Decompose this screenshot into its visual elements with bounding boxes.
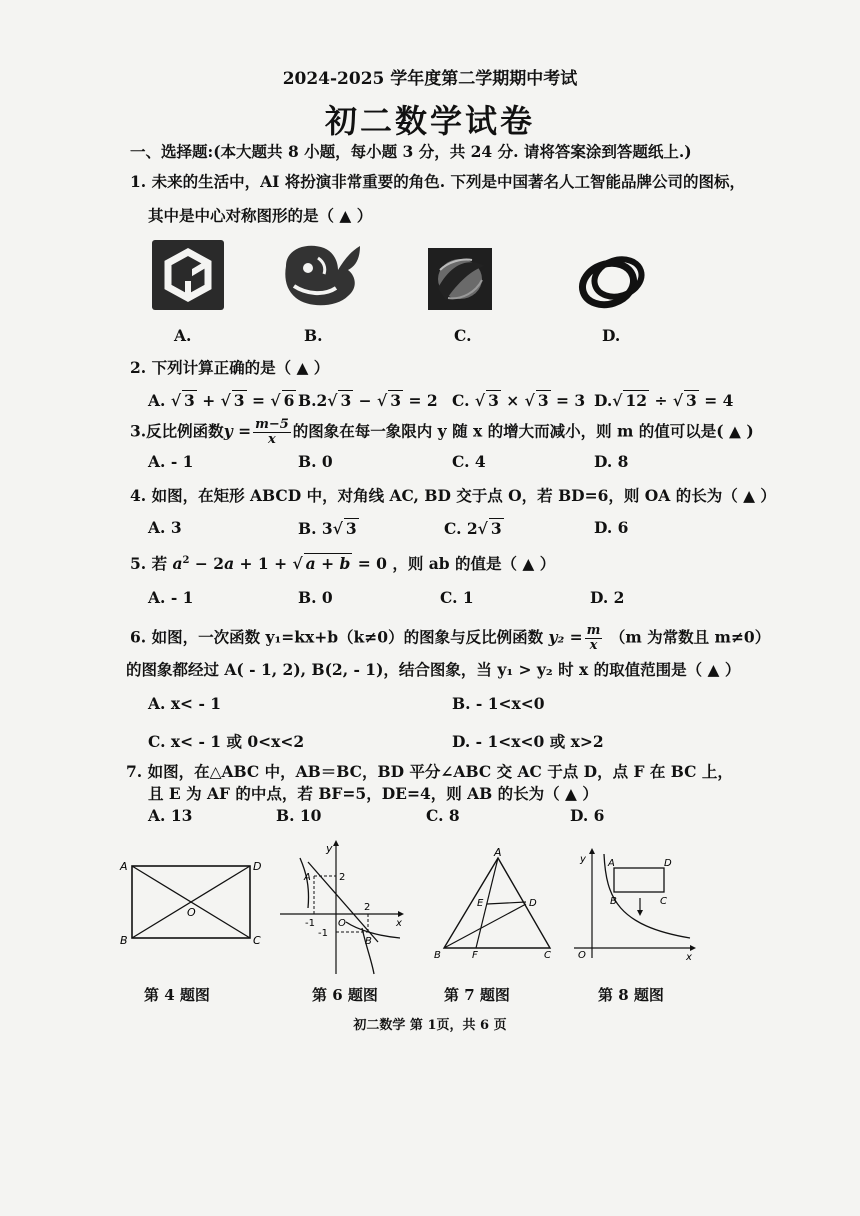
q4-option-a: A. 3: [148, 518, 182, 537]
q6-frac-den: x: [589, 638, 598, 653]
q3-option-b: B. 0: [298, 452, 333, 471]
q6-y2-eq: y₂ =: [548, 627, 583, 647]
q6-line1-prefix: 6. 如图，一次函数 y₁=kx+b（k≠0）的图象与反比例函数: [130, 627, 544, 647]
fig8-label-y: y: [580, 854, 586, 865]
fig6-label-o: O: [338, 918, 346, 929]
q1-label-c: C.: [454, 326, 472, 345]
q5-suffix: ，则 ab 的值是（ ▲ ）: [392, 554, 556, 573]
fig8-label-x: x: [686, 952, 692, 963]
q4-option-d: D. 6: [594, 518, 629, 537]
q1-label-d: D.: [602, 326, 621, 345]
q5-option-d: D. 2: [590, 588, 625, 607]
q3-option-c: C. 4: [452, 452, 486, 471]
q7-option-c: C. 8: [426, 806, 460, 825]
fig7-label-e: E: [477, 898, 484, 909]
q7-option-b: B. 10: [276, 806, 322, 825]
q6-frac-num: m: [586, 623, 601, 638]
fig6-label-y: y: [326, 842, 333, 855]
exam-subtitle: 2024-2025 学年度第二学期期中考试: [282, 69, 578, 89]
q1-label-a: A.: [174, 326, 192, 345]
figure-7: [430, 844, 560, 962]
fig4-label-d: D: [253, 860, 262, 873]
fig4-caption: 第 4 题图: [144, 986, 210, 1004]
q4-option-b: B. 3√ 3: [298, 519, 357, 538]
q2-d-tail: = 4: [698, 391, 734, 410]
whale-logo-icon: [278, 236, 366, 312]
fig6-label-a: A: [304, 872, 311, 883]
q2-b-label: B.: [298, 391, 317, 410]
q3-frac-num: m−5: [255, 417, 289, 432]
q2-option-b: B.2√ 3 − √ 3 = 2: [298, 391, 438, 410]
fig6-caption: 第 6 题图: [312, 986, 378, 1004]
q6-line1-suffix: （m 为常数且 m≠0）: [609, 627, 771, 647]
q7-line2: 且 E 为 AF 的中点，若 BF=5，DE=4，则 AB 的长为（ ▲ ）: [148, 784, 598, 803]
q2-d-label: D.: [594, 391, 613, 410]
fig8-rectangle: [614, 868, 664, 892]
fig4-label-b: B: [120, 934, 128, 947]
q3-suffix: 的图象在每一象限内 y 随 x 的增大而减小，则 m 的值可以是( ▲ ): [292, 421, 754, 441]
ring-logo-icon: [574, 250, 650, 312]
q3-option-d: D. 8: [594, 452, 629, 471]
q5-stem: 5. 若 $a^2 - 2a + 1$ + √ a + b = 0 ，则 ab 的值是（ ▲ ）: [130, 554, 556, 573]
q2-b-tail: = 2: [403, 391, 438, 410]
q3-fraction: [253, 418, 291, 447]
q2-a-tail: =: [246, 391, 271, 410]
q4-c-label: C. 2: [444, 519, 478, 538]
q2-c-label: C.: [452, 391, 470, 410]
q4-b-label: B. 3: [298, 519, 333, 538]
q2-option-a: A. √ 3 + √ 3 = √ 6: [148, 391, 295, 410]
fig7-label-a: A: [494, 846, 502, 859]
q7-option-d: D. 6: [570, 806, 605, 825]
q5-option-c: C. 1: [440, 588, 474, 607]
fig6-label-x: x: [396, 918, 402, 929]
q2-option-d: D.√ 12 ÷ √ 3 = 4: [594, 391, 734, 410]
q6-option-c: C. x< - 1 或 0<x<2: [148, 732, 305, 751]
fig6-label-2x: 2: [364, 902, 371, 913]
fig6-label-neg1x: -1: [305, 918, 315, 929]
q4-stem: 4. 如图，在矩形 ABCD 中，对角线 AC, BD 交于点 O，若 BD=6，则 OA 的长为（ ▲ ）: [130, 486, 776, 505]
fig8-hyperbola: [604, 854, 690, 938]
q1-line1: 1. 未来的生活中，AI 将扮演非常重要的角色. 下列是中国著名人工智能品牌公司的图标，: [130, 172, 746, 191]
fig8-label-b: B: [610, 896, 617, 907]
q1-label-b: B.: [304, 326, 323, 345]
fig7-label-b: B: [434, 950, 441, 961]
q6-option-a: A. x< - 1: [148, 694, 222, 713]
fig8-label-a: A: [608, 858, 615, 869]
section-heading: 一、选择题:(本大题共 8 小题，每小题 3 分，共 24 分. 请将答案涂到答题纸上.): [130, 142, 692, 161]
q6-line2: 的图象都经过 A( - 1, 2), B(2, - 1)，结合图象，当 y₁ > y₂ 时 x 的取值范围是（ ▲ ）: [126, 660, 741, 679]
fig8-label-d: D: [664, 858, 672, 869]
figure-8: [568, 846, 698, 966]
fig4-label-a: A: [120, 860, 128, 873]
q3-y-eq: y =: [223, 421, 252, 441]
q5-option-b: B. 0: [298, 588, 333, 607]
q7-option-a: A. 13: [148, 806, 193, 825]
q7-line1: 7. 如图，在△ABC 中，AB＝BC，BD 平分∠ABC 交 AC 于点 D，点 F 在 BC 上，: [126, 762, 733, 781]
fig8-label-o: O: [578, 950, 586, 961]
cube-logo-icon: [152, 240, 224, 310]
fig7-caption: 第 7 题图: [444, 986, 510, 1004]
q1-line2: 其中是中心对称图形的是（ ▲ ）: [148, 206, 373, 225]
q5-prefix: 5. 若: [130, 554, 168, 573]
fig7-label-d: D: [529, 898, 537, 909]
q5-option-a: A. - 1: [148, 588, 194, 607]
q2-option-c: C. √ 3 × √ 3 = 3: [452, 391, 586, 410]
exam-title: 初二数学试卷: [324, 102, 535, 140]
swirl-logo-icon: [428, 248, 492, 310]
q3-stem: [130, 418, 754, 447]
q3-frac-den: x: [268, 432, 276, 447]
fig7-label-c: C: [544, 950, 551, 961]
fig8-label-c: C: [660, 896, 667, 907]
q6-option-b: B. - 1<x<0: [452, 694, 545, 713]
fig4-label-c: C: [253, 934, 261, 947]
figure-4: [116, 852, 266, 952]
q6-fraction: [585, 624, 603, 653]
q3-prefix: 3.反比例函数: [130, 421, 224, 441]
q4-option-c: C. 2√ 3: [444, 519, 502, 538]
fig7-segment-ed: [487, 902, 526, 904]
fig6-label-neg1y: -1: [318, 928, 328, 939]
q3-option-a: A. - 1: [148, 452, 194, 471]
fig6-hyperbola-left: [300, 858, 309, 908]
q2-a-label: A.: [148, 391, 166, 410]
fig4-label-o: O: [187, 906, 196, 919]
q6-line1: [130, 624, 770, 653]
q6-option-d: D. - 1<x<0 或 x>2: [452, 732, 604, 751]
fig7-label-f: F: [472, 950, 478, 961]
page-footer: 初二数学 第 1页，共 6 页: [353, 1018, 507, 1033]
q2-stem: 2. 下列计算正确的是（ ▲ ）: [130, 358, 330, 377]
fig8-caption: 第 8 题图: [598, 986, 664, 1004]
figure-6: [278, 838, 408, 978]
fig6-label-b: B: [365, 936, 372, 947]
fig6-label-2y: 2: [339, 872, 346, 883]
q2-c-tail: = 3: [550, 391, 586, 410]
